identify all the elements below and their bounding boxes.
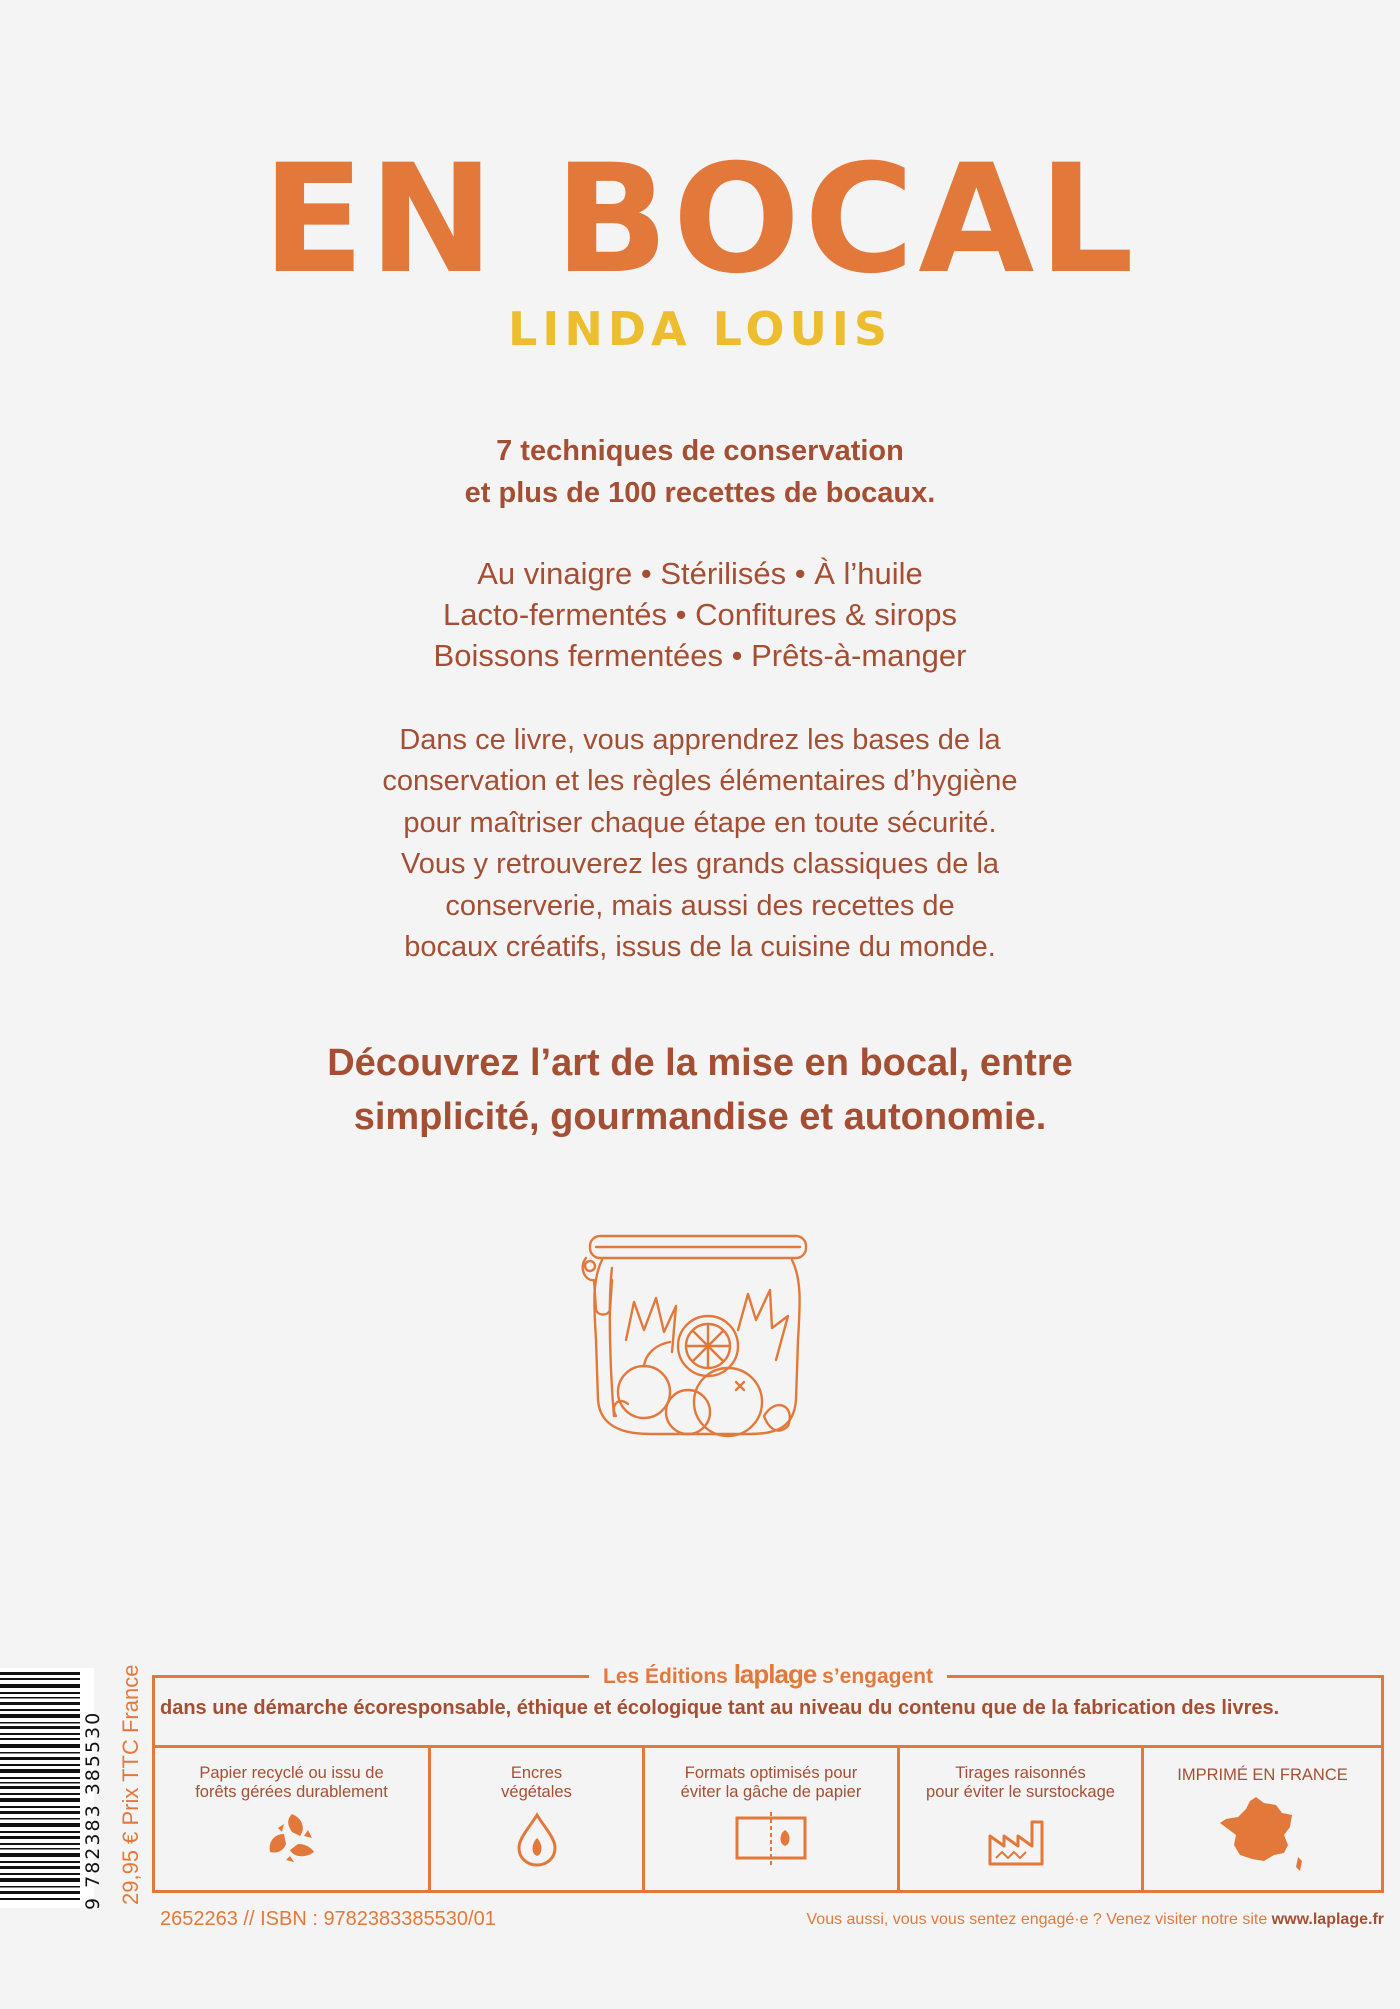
eco-item-line: IMPRIMÉ EN FRANCE <box>1177 1766 1348 1784</box>
techniques-line-1: Au vinaigre • Stérilisés • À l’huile <box>477 556 923 591</box>
site-invitation-text: Vous aussi, vous vous sentez engagé·e ? Venez visiter notre site <box>806 1911 1268 1928</box>
eco-item-line: Encres <box>510 1764 563 1782</box>
recycle-leaves-icon <box>264 1812 320 1864</box>
description-line-1: Dans ce livre, vous apprendrez les bases de la <box>399 724 1001 756</box>
description-line-4: Vous y retrouverez les grands classiques de la <box>400 848 1000 880</box>
eco-item-line: pour éviter le surstockage <box>926 1783 1115 1801</box>
book-title: EN BOCAL <box>262 133 1138 307</box>
isbn: 2652263 // ISBN : 9782383385530/01 <box>160 1908 496 1930</box>
factory-icon <box>986 1812 1056 1868</box>
eco-item-line: végétales <box>501 1783 572 1801</box>
site-url: www.laplage.fr <box>1271 1911 1384 1928</box>
jar-illustration-icon <box>580 1220 820 1460</box>
description-line-6: bocaux créatifs, issus de la cuisine du monde. <box>404 931 996 963</box>
paper-format-icon <box>733 1812 809 1868</box>
eco-item-ink <box>431 1748 642 1893</box>
eco-item-line: forêts gérées durablement <box>195 1783 388 1801</box>
france-map-icon <box>1218 1795 1308 1875</box>
tagline-line-2: simplicité, gourmandise et autonomie. <box>353 1096 1047 1138</box>
eco-item-line: Formats optimisés pour <box>684 1764 858 1782</box>
techniques-line-3: Boissons fermentées • Prêts-à-manger <box>433 638 967 673</box>
techniques-line-2: Lacto-fermentés • Confitures & sirops <box>443 597 957 632</box>
eco-item-format <box>645 1748 897 1893</box>
publisher-logo: laplage <box>733 1659 817 1689</box>
barcode-digits: 9 782383 385530 <box>82 1710 104 1910</box>
intro-line-2: et plus de 100 recettes de bocaux. <box>464 477 936 509</box>
ink-drop-icon <box>515 1812 559 1868</box>
author-name: LINDA LOUIS <box>507 302 893 356</box>
eco-heading <box>152 1659 1384 1690</box>
description-line-3: pour maîtriser chaque étape en toute sécurité. <box>403 807 997 839</box>
eco-item-made-in-france <box>1144 1748 1381 1893</box>
description-line-2: conservation et les règles élémentaires d’hygiène <box>382 765 1018 797</box>
eco-item-line: Papier recyclé ou issu de <box>199 1764 384 1782</box>
eco-item-line: Tirages raisonnés <box>955 1764 1086 1782</box>
eco-subtitle: dans une démarche écoresponsable, éthique et écologique tant au niveau du contenu que de la fabrication des livres. <box>160 1697 1280 1719</box>
barcode <box>0 1668 94 1908</box>
price: 29,95 € Prix TTC France <box>118 1664 143 1905</box>
eco-item-paper <box>155 1748 428 1893</box>
tagline-line-1: Découvrez l’art de la mise en bocal, entre <box>327 1042 1073 1084</box>
description-line-5: conserverie, mais aussi des recettes de <box>445 890 955 922</box>
eco-item-line: éviter la gâche de papier <box>680 1783 862 1801</box>
site-invitation <box>807 1911 1385 1929</box>
intro-line-1: 7 techniques de conservation <box>496 435 904 467</box>
eco-item-print-runs <box>900 1748 1141 1893</box>
eco-heading-pre: Les Éditions <box>603 1665 728 1688</box>
eco-heading-post: s’engagent <box>822 1665 933 1688</box>
